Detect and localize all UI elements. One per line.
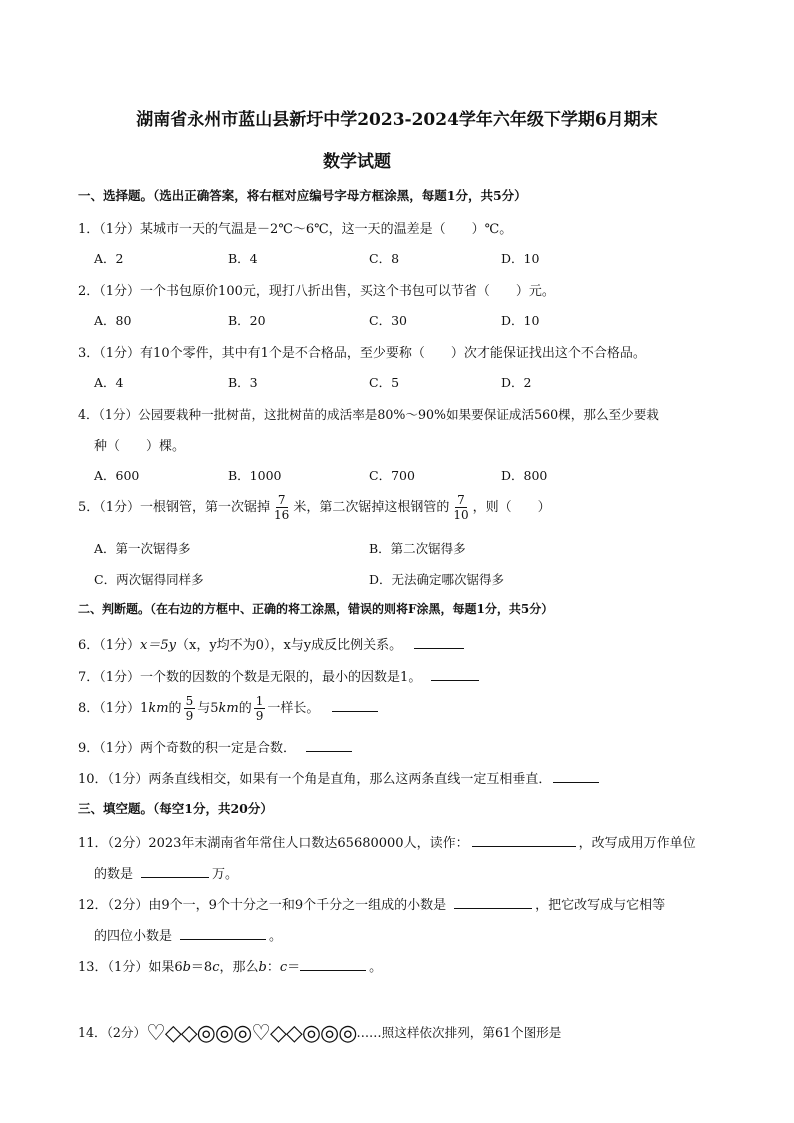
q5-option-b[interactable]: B．第二次锯得多 — [369, 541, 466, 556]
q13-end: 。 — [369, 960, 383, 975]
q8-fraction-1 — [184, 694, 196, 723]
q13-mid: ，那么 — [219, 960, 259, 975]
q6-equation: x＝5y — [140, 638, 176, 653]
q1-option-a[interactable]: A．2 — [94, 251, 124, 266]
q12-after: ，把它改写成与它相等 — [535, 898, 666, 913]
q5-part1: 5．（1分）一根钢管，第一次锯掉 — [78, 500, 271, 515]
q5-part2: 米，第二次锯掉这根钢管的 — [293, 500, 450, 515]
question-1: 1．（1分）某城市一天的气温是－2℃～6℃，这一天的温差是（ ）℃。 — [78, 222, 513, 237]
q11-text2: 的数是 — [94, 867, 134, 882]
question-4: 4．（1分）公园要栽种一批树苗，这批树苗的成活率是80%～90%如果要保证成活560棵，那么至少要栽 — [78, 407, 659, 422]
question-9 — [78, 737, 355, 756]
q3-option-c[interactable]: C．5 — [369, 375, 400, 390]
q4-option-a[interactable]: A．600 — [94, 468, 140, 483]
q5-frac1-num: 7 — [277, 493, 286, 507]
q11-after: ，改写成用万作单位 — [578, 836, 696, 851]
q14-after: ……照这样依次排列，第61个图形是 — [356, 1025, 562, 1040]
q13-var-b2: b — [258, 960, 267, 975]
q8-fraction-2 — [254, 694, 266, 723]
question-4-cont: 种（ ）棵。 — [94, 439, 186, 454]
question-2: 2．（1分）一个书包原价100元，现打八折出售，买这个书包可以节省（ ）元。 — [78, 284, 555, 299]
q8-mid: 与5 — [197, 701, 219, 716]
q4-option-b[interactable]: B．1000 — [228, 468, 282, 483]
section-3-heading: 三、填空题。（每空1分，共20分） — [78, 801, 273, 816]
q8-f1-num: 5 — [185, 694, 194, 708]
q7-text: 7．（1分）一个数的因数的个数是无限的，最小的因数是1。 — [78, 670, 422, 685]
q13-eqs: ＝ — [287, 960, 301, 975]
q11-answer-blank-2[interactable] — [141, 865, 209, 878]
q12-answer-blank-2[interactable] — [180, 927, 266, 940]
q7-answer-blank[interactable] — [431, 668, 479, 681]
q6-paren: （x，y均不为0）， — [176, 638, 284, 653]
q3-option-b[interactable]: B．3 — [228, 375, 258, 390]
question-11 — [78, 832, 696, 851]
q14-shape-sequence: ♡◇◇◎◎◎♡◇◇◎◎◎ — [146, 1020, 357, 1046]
q9-answer-blank[interactable] — [306, 739, 352, 752]
q5-option-c[interactable]: C．两次锯得同样多 — [94, 572, 204, 587]
q2-option-a[interactable]: A．80 — [94, 313, 132, 328]
q6-rest: x与y成反比例关系。 — [283, 638, 403, 653]
q8-rest: 一样长。 — [267, 701, 320, 716]
q5-fraction-1 — [272, 493, 291, 522]
q5-frac2-den: 10 — [453, 508, 469, 522]
q13-var-c: c — [212, 960, 220, 975]
q4-option-c[interactable]: C．700 — [369, 468, 415, 483]
q8-de-2: 的 — [238, 701, 252, 716]
question-14 — [78, 1022, 561, 1045]
q11-after2: 万。 — [212, 867, 239, 882]
q1-option-c[interactable]: C．8 — [369, 251, 400, 266]
question-5 — [78, 493, 551, 522]
q13-answer-blank[interactable] — [300, 958, 366, 971]
q5-frac1-den: 16 — [274, 508, 290, 522]
q12-after2: 。 — [269, 929, 283, 944]
q8-unit-2: km — [218, 701, 239, 716]
section-2-heading: 二、判断题。（在右边的方框中、正确的将工涂黑，错误的则将F涂黑，每题1分，共5分） — [78, 602, 554, 616]
q12-text: 12．（2分）由9个一，9个十分之一和9个千分之一组成的小数是 — [78, 898, 447, 913]
q8-f2-num: 1 — [255, 694, 264, 708]
q8-unit-1: km — [148, 701, 169, 716]
question-6 — [78, 634, 467, 653]
section-1-heading: 一、选择题。（选出正确答案，将右框对应编号字母方框涂黑，每题1分，共5分） — [78, 188, 527, 203]
question-10 — [78, 768, 602, 787]
q5-fraction-2 — [451, 493, 470, 522]
q12-text2: 的四位小数是 — [94, 929, 173, 944]
q1-option-b[interactable]: B．4 — [228, 251, 258, 266]
title-line-1: 湖南省永州市蓝山县新圩中学2023-2024学年六年级下学期6月期末 — [136, 110, 658, 130]
q4-option-d[interactable]: D．800 — [501, 468, 548, 483]
question-3: 3．（1分）有10个零件，其中有1个是不合格品，至少要称（ ）次才能保证找出这个不合格品。 — [78, 346, 646, 361]
q6-prefix: 6．（1分） — [78, 638, 141, 653]
question-7 — [78, 666, 482, 685]
q14-prefix: 14．（2分） — [78, 1025, 147, 1040]
q8-prefix: 8．（1分）1 — [78, 701, 149, 716]
q2-option-c[interactable]: C．30 — [369, 313, 407, 328]
q8-de-1: 的 — [168, 701, 182, 716]
q2-option-b[interactable]: B．20 — [228, 313, 266, 328]
q11-answer-blank-1[interactable] — [472, 834, 576, 847]
q8-answer-blank[interactable] — [332, 699, 378, 712]
q10-answer-blank[interactable] — [553, 770, 599, 783]
q5-frac2-num: 7 — [457, 493, 465, 507]
q1-option-d[interactable]: D．10 — [501, 251, 540, 266]
question-12-cont — [94, 925, 282, 944]
q2-option-d[interactable]: D．10 — [501, 313, 540, 328]
title-line-2: 数学试题 — [323, 152, 391, 172]
q5-option-a[interactable]: A．第一次锯得多 — [94, 541, 191, 556]
question-11-cont — [94, 863, 238, 882]
q9-text: 9．（1分）两个奇数的积一定是合数． — [78, 741, 297, 756]
q8-f2-den: 9 — [255, 709, 264, 723]
q3-option-d[interactable]: D．2 — [501, 375, 532, 390]
q3-option-a[interactable]: A．4 — [94, 375, 124, 390]
question-12 — [78, 894, 665, 913]
q10-text: 10．（1分）两条直线相交，如果有一个角是直角，那么这两条直线一定互相垂直． — [78, 772, 552, 787]
q5-part3: ，则（ ） — [472, 500, 551, 515]
q13-var-b: b — [182, 960, 191, 975]
q12-answer-blank-1[interactable] — [454, 896, 532, 909]
q6-answer-blank[interactable] — [414, 636, 464, 649]
q13-var-c2: c — [279, 960, 288, 975]
q13-text: 13．（1分）如果6 — [78, 960, 183, 975]
question-8 — [78, 694, 381, 723]
q11-text: 11．（2分）2023年末湖南省年常住人口数达65680000人，读作： — [78, 836, 469, 851]
q8-f1-den: 9 — [185, 709, 194, 723]
q5-option-d[interactable]: D．无法确定哪次锯得多 — [369, 572, 505, 587]
q13-eq: ＝8 — [190, 960, 213, 975]
q13-colon: ： — [266, 960, 280, 975]
question-13 — [78, 956, 382, 975]
